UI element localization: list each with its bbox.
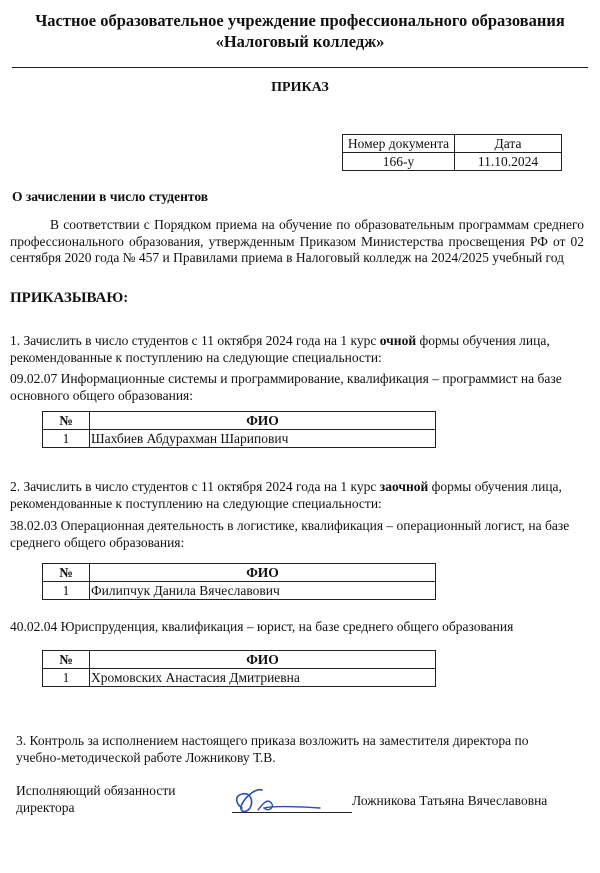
item-1-text-before: 1. Зачислить в число студентов с 11 октября 2024 года на 1 курс: [10, 333, 380, 348]
item-1-paragraph: [10, 333, 590, 366]
table-3-row-num: 1: [43, 669, 90, 687]
item-2-specialty-a: 38.02.03 Операционная деятельность в логистике, квалификация – операционный логист, на базе среднего общего образования:: [10, 518, 570, 550]
table-row: [43, 582, 436, 600]
students-table-1: [42, 411, 436, 448]
students-table-3: [42, 650, 436, 687]
doc-date-label: Дата: [455, 135, 562, 153]
signatory-name: Ложникова Татьяна Вячеславовна: [352, 793, 548, 808]
doc-number-label: Номер документа: [343, 135, 455, 153]
signatory-position-line2: директора: [16, 799, 75, 815]
table-row: [43, 669, 436, 687]
table-3-header-num: №: [43, 651, 90, 669]
signatory-position-line1: Исполняющий обязанности: [16, 783, 176, 798]
order-heading: ПРИКАЗ: [271, 80, 329, 95]
doc-date-value: 11.10.2024: [455, 153, 562, 171]
college-name: «Налоговый колледж»: [215, 32, 385, 51]
item-2-text-after: формы обучения лица, рекомендованные к поступлению на следующие специальности:: [10, 479, 562, 511]
organization-name: Частное образовательное учреждение профессионального образования: [35, 11, 565, 30]
document-info-table: [342, 134, 562, 171]
table-2-header-num: №: [43, 564, 90, 582]
table-2-row-fio: Филипчук Данила Вячеславович: [90, 582, 436, 600]
students-table-2: [42, 563, 436, 600]
table-1-row-num: 1: [43, 430, 90, 448]
item-3-paragraph: 3. Контроль за исполнением настоящего приказа возложить на заместителя директора по учебно-методической работе Ложникову Т.В.: [16, 733, 529, 765]
item-2-paragraph: [10, 479, 590, 512]
table-3-row-fio: Хромовских Анастасия Дмитриевна: [90, 669, 436, 687]
item-1-form: очной: [379, 333, 417, 348]
signatory-position: [16, 783, 175, 816]
table-1-row-fio: Шахбиев Абдурахман Шарипович: [90, 430, 436, 448]
table-3-header-fio: ФИО: [90, 651, 436, 669]
table-1-header-fio: ФИО: [90, 412, 436, 430]
order-subject: О зачислении в число студентов: [12, 189, 209, 204]
item-2-text-before: 2. Зачислить в число студентов с 11 октября 2024 года на 1 курс: [10, 479, 380, 494]
item-1-text-after: формы обучения лица, рекомендованные к поступлению на следующие специальности:: [10, 333, 550, 365]
item-2-specialty-b: 40.02.04 Юриспруденция, квалификация – юрист, на базе среднего общего образования: [10, 619, 514, 634]
table-1-header-num: №: [43, 412, 90, 430]
handwritten-signature: [228, 782, 348, 822]
item-1-specialty: 09.02.07 Информационные системы и программирование, квалификация – программист на базе основного общего образования:: [10, 371, 562, 403]
header-divider: [12, 67, 588, 68]
table-row: [43, 430, 436, 448]
preamble-paragraph: В соответствии с Порядком приема на обучение по образовательным программам среднего профессионального образования, утвержденным Приказом Министерства просвещения РФ от 02 сентября 2020 года № 457 и Правилами приема в Налоговый колледж на 2024/2025 учебный год: [10, 217, 584, 265]
organization-title: [0, 10, 600, 52]
table-2-row-num: 1: [43, 582, 90, 600]
table-2-header-fio: ФИО: [90, 564, 436, 582]
doc-number-value: 166-у: [343, 153, 455, 171]
order-word: ПРИКАЗЫВАЮ:: [10, 290, 129, 306]
item-2-form: заочной: [379, 479, 429, 494]
